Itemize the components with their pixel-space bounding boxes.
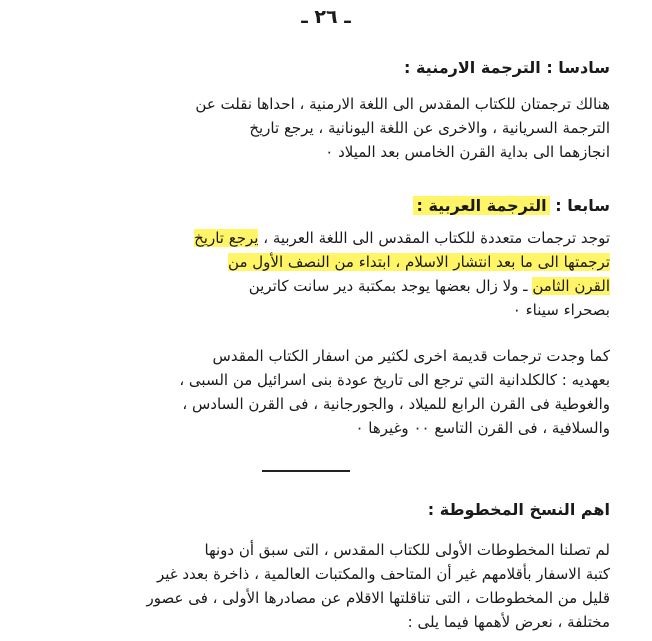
text-line: الترجمة السريانية ، والاخرى عن اللغة اليونانية ، يرجع تاريخ (249, 119, 610, 137)
text-line: بصحراء سيناء ٠ (512, 301, 610, 319)
paragraph-armenian-translation (35, 92, 610, 164)
heading-arabic-prefix: سابعا : (549, 196, 610, 215)
paragraph-arabic-translation (35, 226, 610, 322)
text-line (35, 226, 610, 250)
section-divider (262, 470, 350, 472)
highlighted-text: القرن الثامن (532, 277, 610, 295)
text-line: هنالك ترجمتان للكتاب المقدس الى اللغة الارمنية ، احداها نقلت عن (195, 95, 610, 113)
text-line: لم تصلنا المخطوطات الأولى للكتاب المقدس ، التى سبق أن دونها (204, 541, 610, 559)
text-plain: توجد ترجمات متعددة للكتاب المقدس الى اللغة العربية ، (258, 229, 610, 247)
text-line (35, 250, 610, 274)
heading-arabic-translation (413, 196, 610, 215)
text-line: مختلفة ، نعرض لأهمها فيما يلى : (407, 613, 610, 631)
heading-arabic-highlight: الترجمة العربية : (413, 196, 549, 215)
highlighted-text: ترجمتها الى ما بعد انتشار الاسلام ، ابتداء من النصف الأول من (228, 253, 610, 271)
text-plain: ـ ولا زال بعضها يوجد بمكتبة دير سانت كاترين (248, 277, 533, 295)
page-number: ـ ٢٦ ـ (301, 6, 351, 28)
text-line: انجازهما الى بداية القرن الخامس بعد الميلاد ٠ (325, 143, 610, 161)
text-line: والغوطية فى القرن الرابع للميلاد ، والجورجانية ، فى القرن السادس ، (182, 395, 610, 413)
heading-manuscripts: اهم النسخ المخطوطة : (427, 500, 610, 519)
paragraph-other-translations (35, 344, 610, 440)
text-line (35, 274, 610, 298)
text-line: بعهديه : كالكلدانية التي ترجع الى تاريخ عودة بنى اسرائيل من السبى ، (179, 371, 610, 389)
text-line: قليل من المخطوطات ، التى تناقلتها الاقلام عن مصادرها الأولى ، فى عصور (146, 589, 610, 607)
text-line: كتبة الاسفار بأقلامهم غير أن المتاحف والمكتبات العالمية ، ذاخرة بعدد غير (156, 565, 610, 583)
heading-armenian-translation: سادسا : الترجمة الارمنية : (404, 58, 610, 77)
paragraph-manuscripts (35, 538, 610, 634)
text-line: كما وجدت ترجمات قديمة اخرى لكثير من اسفار الكتاب المقدس (212, 347, 610, 365)
text-line: والسلافية ، فى القرن التاسع ٠٠ وغيرها ٠ (355, 419, 610, 437)
highlighted-text: يرجع تاريخ (194, 229, 259, 247)
